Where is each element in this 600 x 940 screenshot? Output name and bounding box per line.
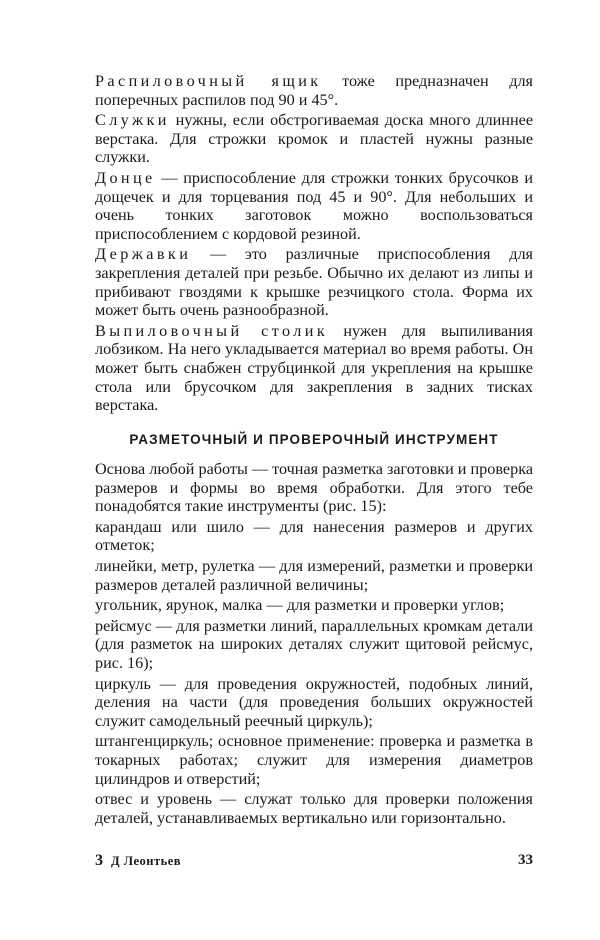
list-item: линейки, метр, рулетка — для измерений, разметки и проверки размеров деталей различной величины;	[95, 556, 533, 594]
section-heading: РАЗМЕТОЧНЫЙ И ПРОВЕРОЧНЫЙ ИНСТРУМЕНТ	[129, 432, 499, 447]
paragraph-dontse	[95, 169, 533, 243]
intro-paragraph: Основа любой работы — точная разметка заготовки и проверка размеров и формы во время обработки. Для этого тебе понадобятся такие инструменты (рис. 15):	[95, 460, 534, 516]
list-item: угольник, ярунок, малка — для разметки и проверки углов;	[95, 596, 505, 615]
term: Донце	[95, 168, 156, 187]
paragraph-raspilovochny	[95, 72, 533, 109]
term: Державки	[95, 245, 192, 264]
term: Распиловочный ящик	[95, 72, 322, 90]
paragraph-text: нужны, если обстрогиваемая доска много длиннее верстака. Для строжки кромок и пластей нужны разные служки.	[95, 111, 533, 167]
term: Служки	[95, 111, 170, 130]
page-number: 33	[518, 852, 533, 868]
paragraph-text: нужен для выпиливания лобзиком. На него укладывается материал во время работы. Он может быть снабжен струбцинкой для укрепления на крышке стола или брусочком для закрепления в задних тисках верстака.	[95, 321, 534, 415]
paragraph-stolik	[95, 322, 533, 415]
list-item: отвес и уровень — служат только для проверки положения деталей, устанавливаемых вертикально или горизонтально.	[95, 790, 533, 827]
list-item: циркуль — для проведения окружностей, подобных линий, деления на части (для проведения больших окружностей служит самодельный реечный циркуль);	[95, 674, 533, 730]
paragraph-derzhavki	[95, 245, 533, 319]
paragraph-text: тоже предназначен для поперечных распилов под 90 и 45°.	[95, 72, 533, 109]
paragraph-text: — это различные приспособления для закрепления деталей при резьбе. Обычно их делают из липы и прибивают гвоздями к крышке резчицкого стола. Форма их может быть очень разнообразной.	[95, 245, 533, 320]
signature-mark	[95, 852, 181, 870]
list-item: штангенциркуль; основное применение: проверка и разметка в токарных работах; служит для измерения диаметров цилиндров и отверстий;	[95, 732, 533, 788]
signature-number: 3	[95, 852, 103, 869]
tools-list	[95, 518, 533, 828]
paragraph-text: — приспособление для строжки тонких брусочков и дощечек и для торцевания под 45 и 90°. Для небольших и очень тонких заготовок можно воспользоваться приспособлением с кордовой резиной.	[95, 168, 533, 243]
paragraph-sluzhki	[95, 111, 533, 167]
bottom-text-block	[95, 460, 533, 827]
top-text-block	[95, 72, 533, 415]
list-item: рейсмус — для разметки линий, параллельных кромкам детали (для разметок на широких деталях служит щитовой рейсмус, рис. 16);	[95, 616, 533, 672]
term: Выпиловочный столик	[95, 321, 329, 340]
signature-author: Д Леонтьев	[111, 854, 182, 868]
section-heading-wrap	[95, 432, 533, 447]
list-item: карандаш или шило — для нанесения размеров и других отметок;	[95, 517, 533, 555]
